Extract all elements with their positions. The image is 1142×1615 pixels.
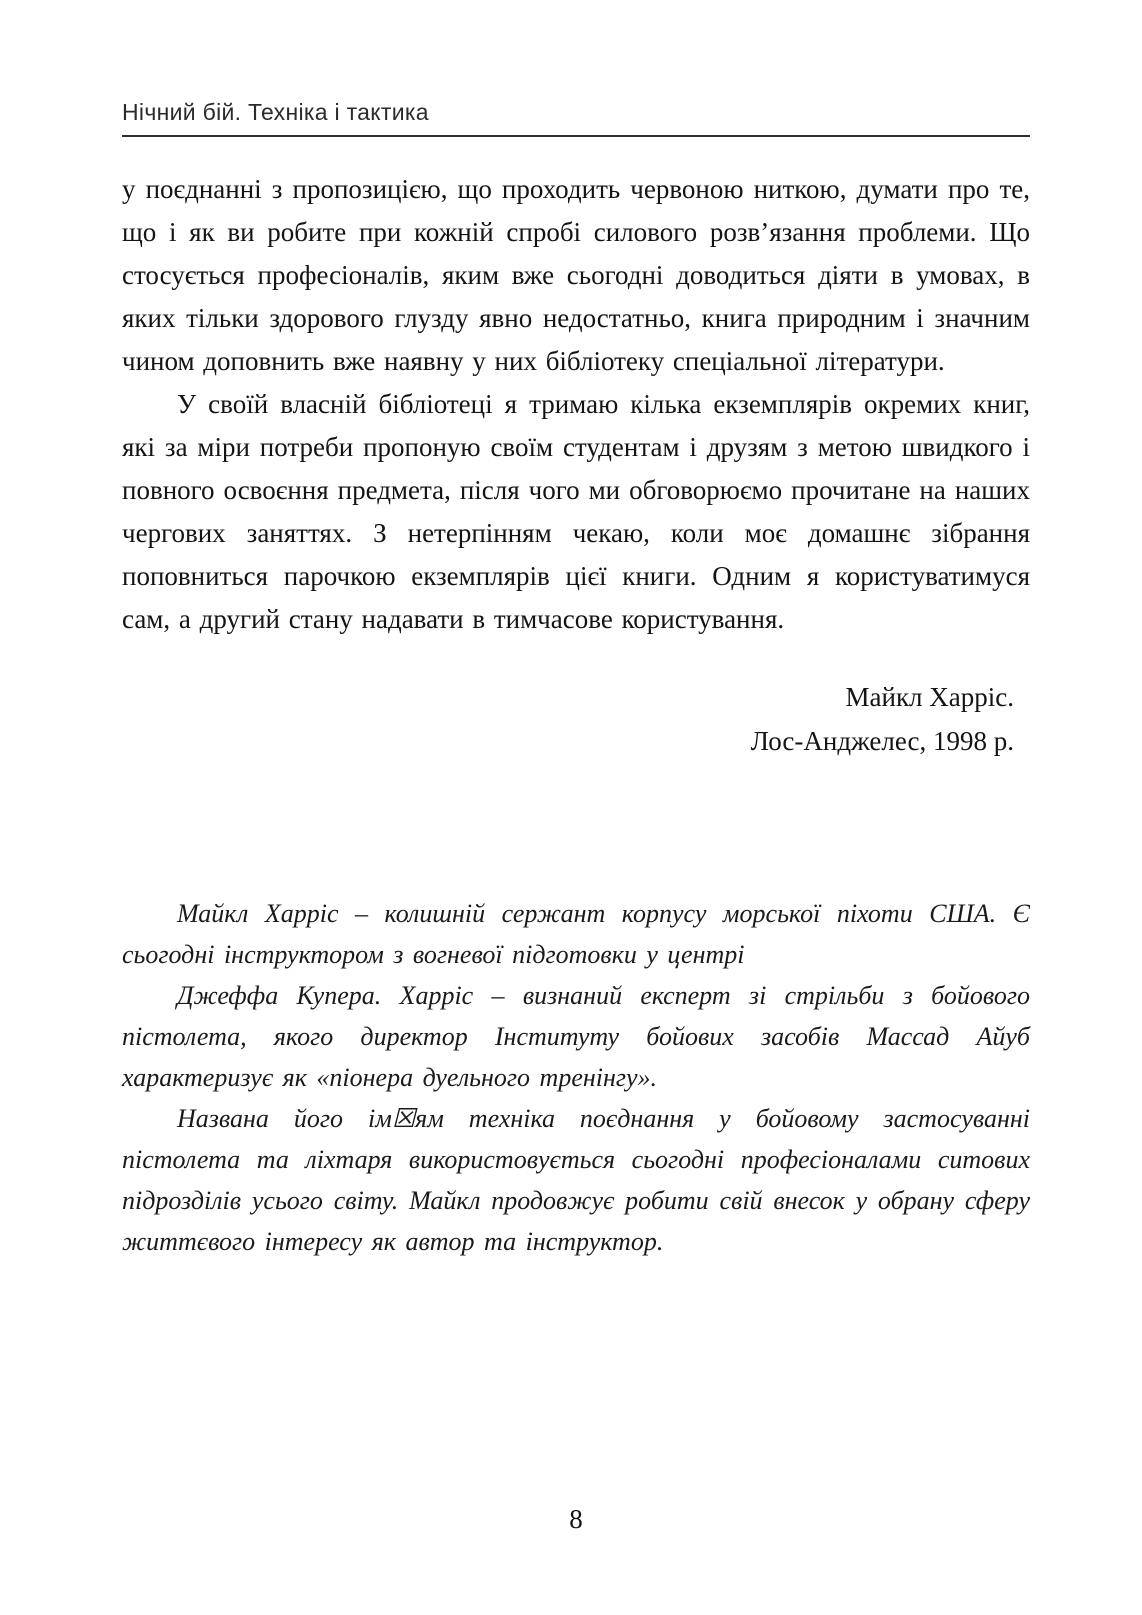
body-text [122, 168, 1030, 641]
page-header [122, 98, 1030, 137]
page-number: 8 [569, 1504, 583, 1534]
bio-paragraph: Названа його ім☒ям техніка поєднання у бойовому застосуванні пістолета та ліхтаря використовується сьогодні професіоналами ситових підрозділів усього світу. Майкл продовжує робити свій внесок у обрану сферу життєвого інтересу як автор та інструктор. [122, 1104, 1030, 1256]
body-paragraph: У своїй власній бібліотеці я тримаю кілька екземплярів окремих книг, які за міри потреби пропоную своїм студентам і друзям з метою швидкого і повного освоєння предмета, після чого ми обговорюємо прочитане на наших чергових заняттях. З нетерпінням чекаю, коли моє домашнє зібрання поповниться парочкою екземплярів цієї книги. Одним я користуватимуся сам, а другий стану надавати в тимчасове користування. [122, 389, 1030, 634]
bio-paragraph: Майкл Харріс – колишній сержант корпусу морської піхоти США. Є сьогодні інструктором з вогневої підготовки у центрі [122, 899, 1030, 969]
header-rule [122, 135, 1030, 137]
bio-paragraph: Джеффа Купера. Харріс – визнаний експерт зі стрільби з бойового пістолета, якого директор Інституту бойових засобів Массад Айуб характеризує як «піонера дуельного тренінгу». [122, 981, 1030, 1092]
signature-author-name: Майкл Харріс. [845, 682, 1014, 712]
author-signature [122, 675, 1030, 763]
body-paragraph-continuation: у поєднанні з пропозицією, що проходить червоною ниткою, думати про те, що і як ви робите при кожній спробі силового розв’язання проблеми. Що стосується професіоналів, яким вже сьогодні доводиться діяти в умовах, в яких тільки здорового глузду явно недостатньо, книга природним і значним чином доповнить вже наявну у них бібліотеку спеціальної літератури. [122, 174, 1030, 376]
signature-place-date: Лос-Анджелес, 1998 р. [750, 726, 1014, 756]
author-bio [122, 893, 1030, 1262]
running-header-title: Нічний бій. Техніка і тактика [122, 99, 429, 125]
